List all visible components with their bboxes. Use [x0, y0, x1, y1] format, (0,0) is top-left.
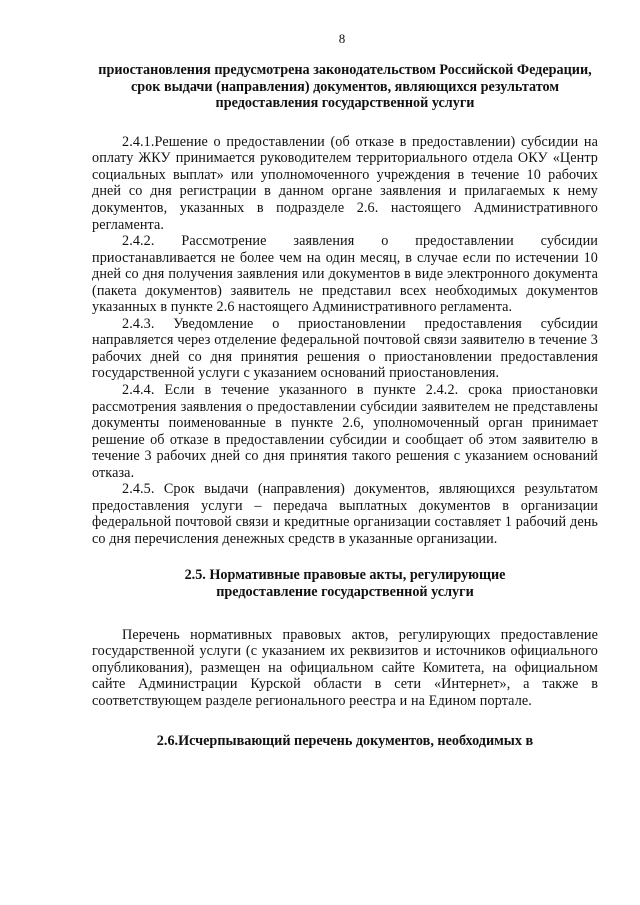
section-2-5-heading	[92, 567, 598, 600]
paragraph-2-4-3: 2.4.3. Уведомление о приостановлении предоставления субсидии направляется через отделение федеральной почтовой связи заявителю в течение 3 рабочих дней со дня принятия решения о приостановлении предоставления государственной услуги с указанием оснований приостановления.	[92, 315, 598, 382]
paragraph-2-5-text: Перечень нормативных правовых актов, регулирующих предоставление государственной услуги (с указанием их реквизитов и источников официального опубликования), размещен на официальном сайте Комитета, на официальном сайте Администрации Курской области в сети «Интернет», а также в соответствующем разделе регионального реестра и на Едином портале.	[92, 626, 598, 709]
section-2-5-heading-line2: предоставление государственной услуги	[216, 584, 474, 601]
page-number: 8	[338, 31, 346, 46]
paragraph-2-4-5: 2.4.5. Срок выдачи (направления) документов, являющихся результатом предоставления услуги – передача выплатных документов в организации федеральной почтовой связи и кредитные организации составляет 1 рабочий день со дня перечисления денежных средств в указанные организации.	[92, 481, 598, 547]
paragraph-2-4-2: 2.4.2. Рассмотрение заявления о предоставлении субсидии приостанавливается не более чем на один месяц, в случае если по истечении 10 дней со дня получения заявления или документов в виде электронного документа (пакета документов) заявитель не представил всех необходимых документов указанных в пункте 2.6 настоящего Административного регламента.	[92, 233, 598, 316]
paragraph-2-4-1: 2.4.1.Решение о предоставлении (об отказе в предоставлении) субсидии на оплату ЖКУ принимается руководителем территориального отдела ОКУ «Центр социальных выплат» или уполномоченного учреждения в течение 10 рабочих дней со дня регистрации в данном органе заявления и прилагаемых к нему документов, указанных в подразделе 2.6. настоящего Административного регламента.	[92, 133, 598, 233]
section-2-6-heading: 2.6.Исчерпывающий перечень документов, необходимых в	[156, 733, 534, 750]
section-heading-continued: приостановления предусмотрена законодательством Российской Федерации, срок выдачи (направления) документов, являющихся результатом предоставления государственной услуги	[98, 62, 592, 112]
paragraph-2-4-4: 2.4.4. Если в течение указанного в пункте 2.4.2. срока приостановки рассмотрения заявления о предоставлении субсидии заявителем не представлены документы поименованные в пункте 2.6, уполномоченный орган принимает решение об отказе в предоставлении субсидии и сообщает об этом заявителю в течение 3 рабочих дней со дня принятия такого решения с указанием оснований отказа.	[92, 381, 598, 481]
document-page	[92, 30, 598, 750]
section-2-5-heading-line1: 2.5. Нормативные правовые акты, регулирующие	[184, 567, 506, 584]
